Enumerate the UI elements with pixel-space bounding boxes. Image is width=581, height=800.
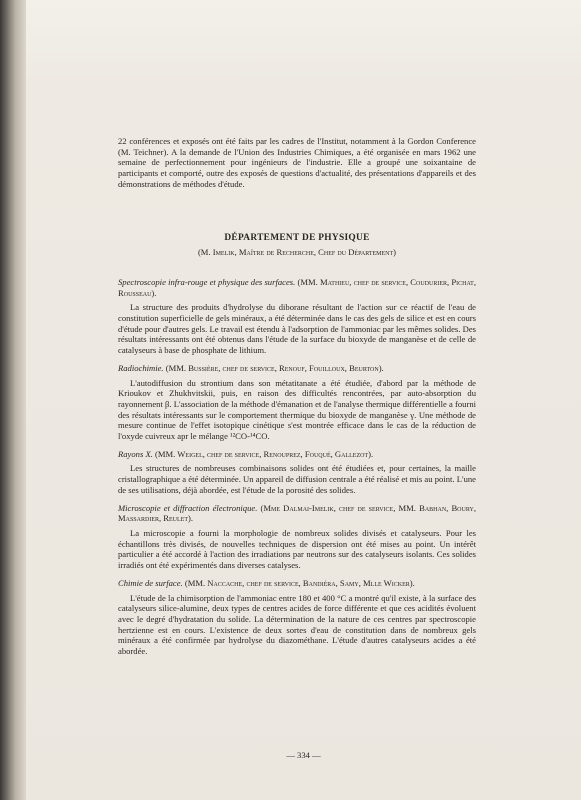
section-staff: (Mme Dalmai-Imelik, chef de service, MM. Babhan, Boury, Massardier, Reulet). bbox=[118, 502, 476, 524]
section-staff: (MM. Weigel, chef de service, Renouprez, Fouqué, Gallezot). bbox=[155, 448, 374, 459]
section-heading bbox=[118, 277, 476, 298]
department-title: DÉPARTEMENT DE PHYSIQUE bbox=[224, 232, 370, 243]
section-heading bbox=[118, 449, 476, 460]
section-title: Spectroscopie infra-rouge et physique des surfaces. bbox=[118, 276, 296, 287]
section-chimie-surface bbox=[118, 578, 476, 657]
section-title: Radiochimie. bbox=[118, 362, 164, 373]
book-binding-shadow bbox=[0, 0, 26, 800]
section-paragraph: L'étude de la chimisorption de l'ammoniac entre 180 et 400 °C a montré qu'il existe, à la surface des catalyseurs silice-alumine, deux types de centres acides de force différente et que ces acidités évoluent avec le degré d'hydratation du solide. La détermination de la nature de ces centres par spectroscopie hertzienne est en cours. L'existence de deux sortes d'eau de constitution dans de nombreux gels minéraux a été confirmée par hydrolyse du diazométhane. L'étude d'autres catalyseurs acides a été abordée. bbox=[118, 592, 476, 657]
section-microscopie bbox=[118, 503, 476, 571]
section-heading bbox=[118, 503, 476, 524]
section-title: Chimie de surface. bbox=[118, 577, 183, 588]
department-subtitle: (M. Imelik, Maître de Recherche, Chef du Département) bbox=[197, 247, 397, 258]
section-radiochimie bbox=[118, 363, 476, 442]
intro-paragraph: 22 conférences et exposés ont été faits par les cadres de l'Institut, notamment à la Gordon Conference (M. Teichner). A la demande de l'Union des Industries Chimiques, a été organisée en mars 1962 une semaine de perfectionnement pour ingénieurs de l'industrie. Elle a groupé une soixantaine de participants et comporté, outre des exposés de questions d'actualité, des présentations d'appareils et des démonstrations de méthodes d'étude. bbox=[118, 136, 476, 189]
section-staff: (MM. Bussière, chef de service, Renouf, Fouilloux, Beurton). bbox=[165, 362, 384, 373]
section-paragraph: La structure des produits d'hydrolyse du diborane résultant de l'action sur ce réactif de l'eau de constitution superficielle de gels minéraux, a été déterminée dans le cas des gels de silice et est en cours d'étude pour d'autres gels. Le travail est étendu à l'adsorption de l'ammoniac par les mêmes solides. Des résultats intéressants ont été obtenus dans l'étude de la surface du bioxyde de manganèse et de celle de catalyseurs à base de phosphate de lithium. bbox=[118, 302, 476, 356]
section-rayons-x bbox=[118, 449, 476, 496]
page-content bbox=[118, 136, 476, 657]
section-paragraph: L'autodiffusion du strontium dans son métatitanate a été étudiée, d'abord par la méthode de Krioukov et Zhukhvitskii, puis, en raison des difficultés rencontrées, par auto-absorption du rayonnement β. L'association de la méthode d'émanation et de l'analyse thermique différentielle a fourni des résultats intéressants sur le comportement thermique du bioxyde de manganèse γ. Une méthode de mesure continue de l'effet isotopique cinétique s'est montrée efficace dans le cas de la réduction de l'oxyde cuivreux apr le mélange ¹²CO-¹⁴CO. bbox=[118, 377, 476, 442]
section-staff: (MM. Mathieu, chef de service, Coudurier, Pichat, Rousseau). bbox=[118, 276, 476, 298]
section-infrared bbox=[118, 277, 476, 356]
page-number: — 334 — bbox=[286, 750, 321, 760]
section-paragraph: La microscopie a fourni la morphologie de nombreux solides divisés et catalyseurs. Pour les échantillons très divisés, de nouvelles techniques de dispersion ont été mises au point. Un intérêt particulier a été accordé à l'action des irradiations par neutrons sur des catalyseurs isolants. Ces solides irradiés ont été expérimentés dans diverses catalyses. bbox=[118, 527, 476, 571]
section-title: Rayons X. bbox=[118, 448, 153, 459]
section-paragraph: Les structures de nombreuses combinaisons solides ont été étudiées et, pour certaines, la maille cristallographique a été déterminée. Un appareil de diffusion centrale a été réalisé et mis au point. L'une de ses utilisations, déjà abordée, est l'étude de la porosité des solides. bbox=[118, 463, 476, 495]
section-heading bbox=[118, 363, 476, 374]
section-staff: (MM. Naccache, chef de service, Bandiéra, Samy, Mlle Wicker). bbox=[184, 577, 415, 588]
section-title: Microscopie et diffraction électronique. bbox=[118, 502, 258, 513]
section-heading bbox=[118, 578, 476, 589]
